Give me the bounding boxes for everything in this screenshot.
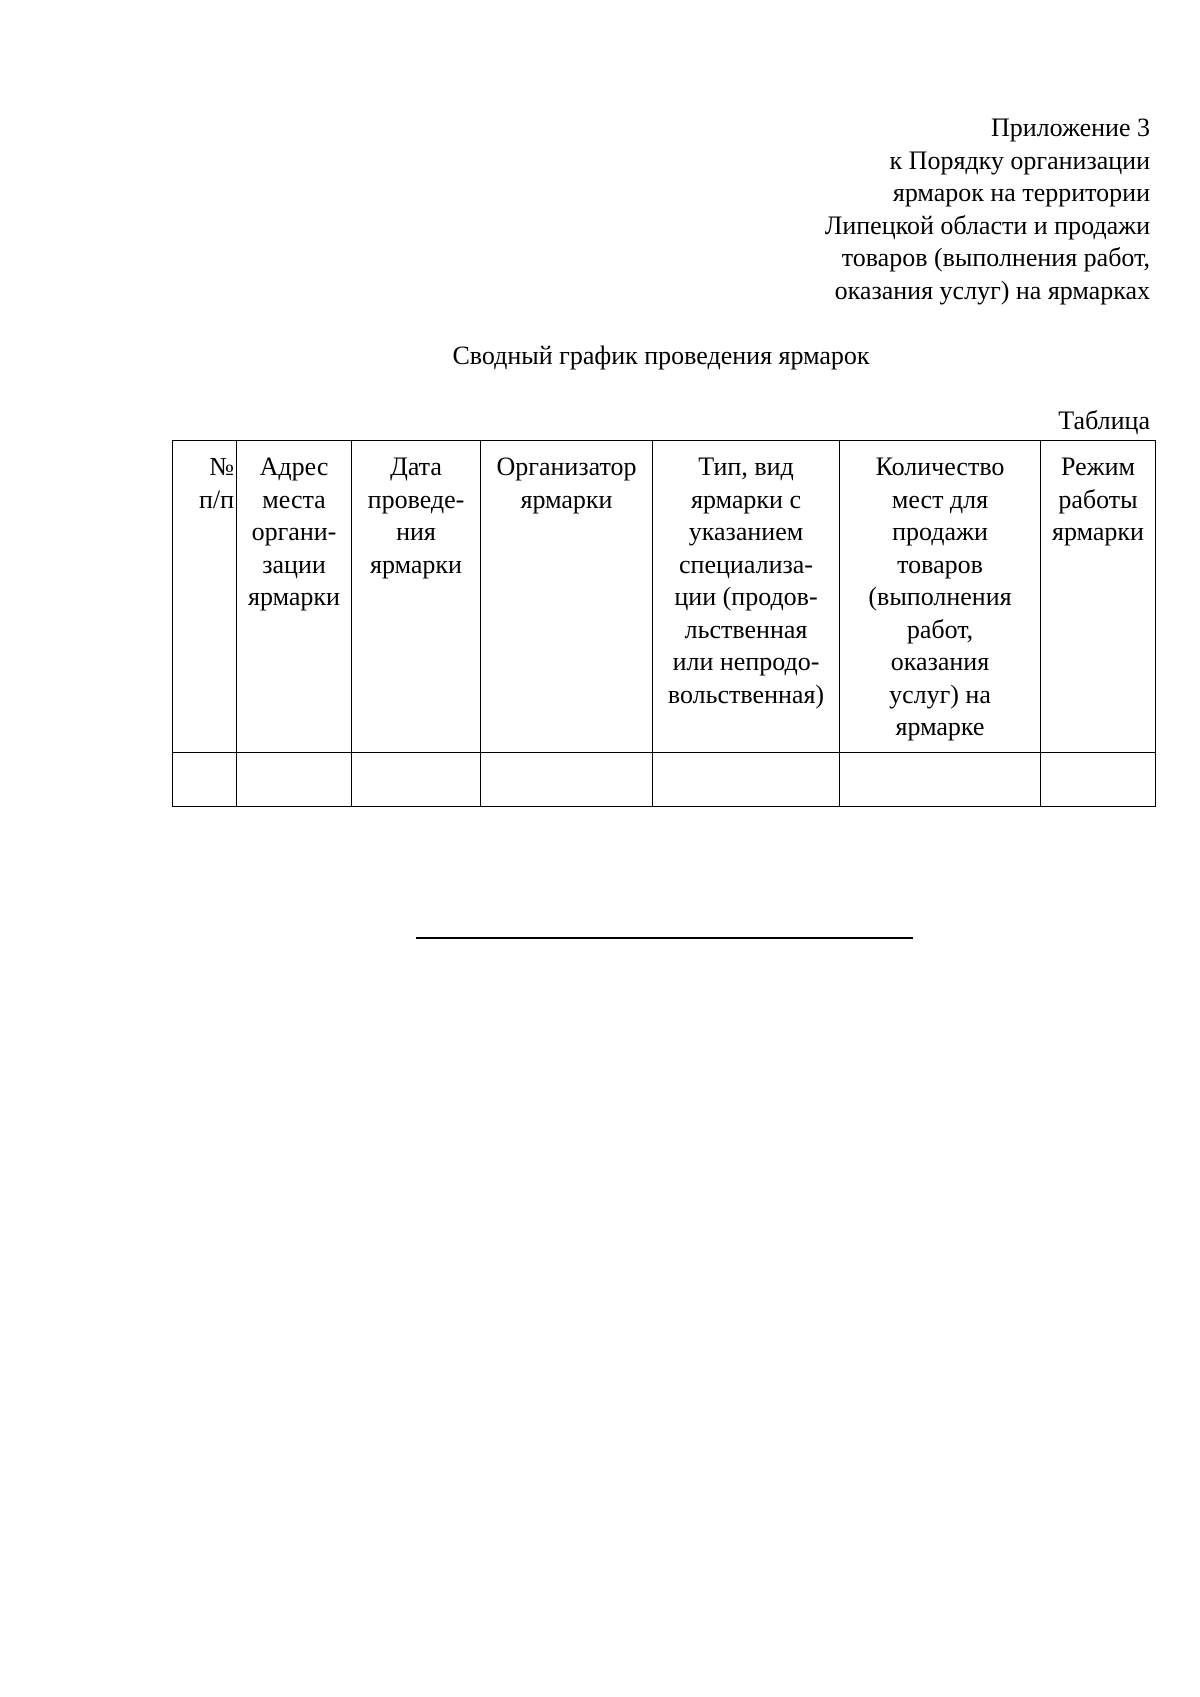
header-line: ярмарки [248, 582, 340, 611]
table-cell [840, 752, 1041, 806]
header-line: ции (продов- [674, 582, 818, 611]
header-line: специализа- [679, 549, 813, 579]
header-line: проведе- [367, 484, 465, 514]
appendix-line: товаров (выполнения работ, [841, 243, 1150, 272]
header-line: льственная [684, 614, 808, 644]
header-cell-organizer [481, 441, 653, 753]
table-cell [352, 752, 481, 806]
header-cell-date [352, 441, 481, 753]
table-label: Таблица [1058, 406, 1150, 435]
table-cell [237, 752, 352, 806]
table-cell [653, 752, 840, 806]
header-line: зации [262, 549, 326, 579]
header-line: Режим [1061, 452, 1135, 481]
header-line: работы [1058, 484, 1138, 514]
appendix-line: оказания услуг) на ярмарках [834, 275, 1150, 305]
header-line: Дата [390, 452, 442, 481]
header-line: № [209, 452, 234, 481]
appendix-line: Липецкой области и продажи [824, 210, 1150, 240]
table-cell [481, 752, 653, 806]
header-line: Адрес [259, 452, 329, 481]
header-line: ярмарки с [691, 484, 801, 514]
header-line: товаров [897, 549, 983, 579]
header-line: Организатор [496, 452, 637, 481]
header-line: (выполнения [868, 582, 1012, 611]
header-line: вольственная) [667, 679, 825, 709]
appendix-line: ярмарок на территории [892, 178, 1150, 207]
header-line: указанием [688, 517, 804, 546]
appendix-block [630, 112, 1150, 307]
fair-schedule-table [172, 440, 1156, 807]
header-line: Количество [875, 452, 1005, 481]
table-cell [173, 752, 237, 806]
header-cell-type [653, 441, 840, 753]
header-line: ния [396, 517, 436, 546]
header-line: продажи [892, 517, 988, 546]
header-line: оказания [890, 647, 990, 676]
separator-line [416, 937, 913, 939]
appendix-line: к Порядку организации [889, 145, 1150, 175]
header-cell-mode [1041, 441, 1156, 753]
header-cell-address [237, 441, 352, 753]
header-cell-num [173, 441, 237, 753]
header-line: ярмарке [895, 712, 985, 741]
header-line: органи- [251, 517, 337, 546]
table-cell [1041, 752, 1156, 806]
appendix-line: Приложение 3 [990, 113, 1150, 142]
header-line: мест для [891, 484, 989, 514]
table-row [173, 752, 1156, 806]
header-line: Тип, вид [698, 452, 794, 481]
header-line: работ, [906, 614, 974, 644]
table-header-row [173, 441, 1156, 753]
header-line: или непродо- [672, 647, 820, 676]
header-line: ярмарки [1052, 517, 1144, 546]
header-line: услуг) на [889, 679, 991, 709]
header-line: ярмарки [370, 549, 462, 579]
document-title: Сводный график проведения ярмарок [452, 341, 870, 370]
header-line: ярмарки [520, 484, 613, 514]
header-cell-places [840, 441, 1041, 753]
header-line: п/п [198, 484, 234, 514]
header-line: места [262, 484, 326, 514]
